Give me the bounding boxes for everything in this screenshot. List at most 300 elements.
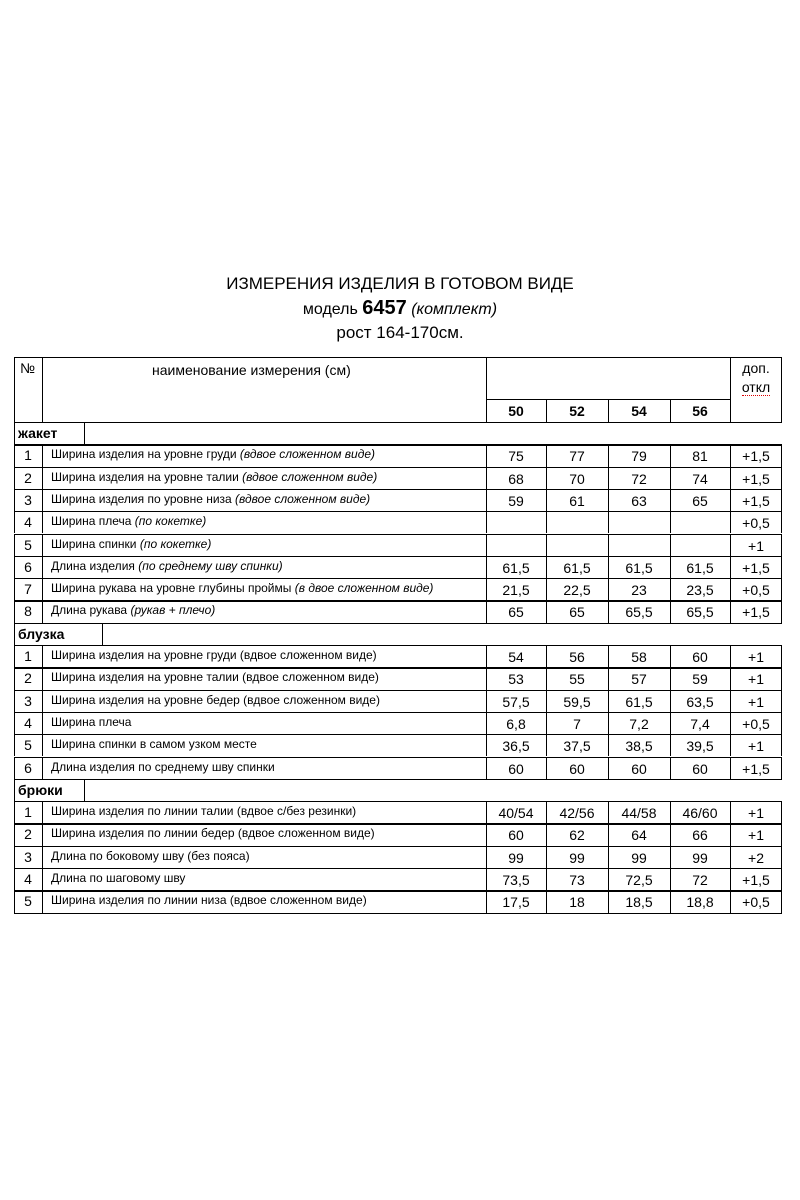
size-value: 53 [508, 671, 524, 688]
grid-line [486, 757, 487, 779]
measurement-name [51, 511, 206, 531]
size-value: 60 [631, 760, 647, 777]
grid-line [730, 444, 731, 466]
grid-line [14, 467, 15, 489]
measurement-note: (вдвое сложенном виде) [239, 447, 376, 462]
grid-line [42, 578, 43, 600]
grid-line [42, 467, 43, 489]
header-name: наименование измерения (см) [152, 362, 351, 378]
grid-line [546, 868, 547, 890]
grid-line [14, 444, 15, 466]
grid-line [42, 444, 43, 466]
measurement-note: (в двое сложенном виде) [294, 581, 434, 596]
grid-line [546, 399, 547, 422]
grid-line [608, 801, 609, 823]
grid-line [486, 846, 487, 868]
grid-line [781, 578, 782, 600]
grid-line [781, 690, 782, 712]
grid-line [546, 712, 547, 734]
tolerance-value: +1,5 [742, 492, 770, 509]
grid-line [546, 444, 547, 466]
size-value: 79 [631, 448, 647, 465]
size-value: 54 [508, 649, 524, 665]
tolerance-value: +1 [748, 537, 764, 554]
measurement-name [51, 801, 356, 821]
measurement-name [51, 467, 377, 487]
size-value: 39,5 [686, 738, 714, 755]
grid-line [42, 712, 43, 734]
grid-line [608, 534, 609, 556]
grid-line [42, 734, 43, 756]
grid-line [486, 645, 487, 667]
grid-line [670, 734, 671, 756]
grid-line [42, 511, 43, 533]
grid-line [781, 511, 782, 533]
grid-line [546, 467, 547, 489]
grid-line [730, 846, 731, 868]
tolerance-value: +1,5 [742, 604, 770, 621]
grid-line [608, 444, 609, 466]
measurement-name [51, 645, 377, 665]
grid-line [546, 734, 547, 756]
measurement-label: Ширина изделия по линии низа (вдвое сложенном виде) [51, 893, 367, 908]
grid-line [608, 757, 609, 779]
measurement-label: Длина по шаговому шву [51, 871, 186, 885]
size-value: 22,5 [563, 582, 591, 599]
size-value: 99 [692, 849, 708, 866]
tolerance-value: +0,5 [742, 894, 770, 911]
grid-line [670, 467, 671, 489]
size-header: 52 [569, 403, 585, 419]
size-value: 37,5 [563, 738, 591, 755]
grid-line [14, 534, 15, 556]
measurement-label: Ширина изделия на уровне бедер (вдвое сложенном виде) [51, 692, 380, 707]
row-number: 2 [24, 469, 32, 486]
size-value: 59,5 [563, 693, 591, 710]
grid-line [670, 690, 671, 712]
measurement-name [51, 712, 131, 732]
grid-line [486, 578, 487, 600]
tolerance-value: +1 [748, 671, 764, 688]
size-value: 63 [631, 492, 647, 509]
size-value: 46/60 [682, 805, 718, 822]
grid-line [608, 578, 609, 600]
grid-line [781, 556, 782, 578]
grid-line [730, 489, 731, 511]
tolerance-value: +1 [748, 649, 764, 665]
grid-line [546, 534, 547, 556]
row-number: 4 [24, 514, 32, 531]
grid-line [670, 556, 671, 578]
grid-line [730, 556, 731, 578]
grid-line [670, 667, 671, 689]
grid-line [781, 444, 782, 466]
model-prefix: модель [302, 301, 358, 318]
grid-line [546, 690, 547, 712]
row-number: 5 [24, 737, 32, 754]
grid-line [546, 846, 547, 868]
model-number: 6457 [362, 297, 407, 319]
size-value: 56 [569, 649, 585, 665]
size-header: 54 [631, 403, 647, 419]
size-value: 72,5 [625, 872, 653, 888]
size-value: 59 [692, 671, 708, 688]
grid-line [14, 556, 15, 578]
size-value: 61,5 [686, 559, 714, 576]
row-number: 3 [24, 692, 32, 709]
grid-line [608, 645, 609, 667]
grid-line [486, 868, 487, 890]
size-header: 56 [692, 403, 708, 419]
grid-line [781, 846, 782, 868]
measurement-note: (вдвое сложенном виде) [235, 491, 371, 506]
row-number: 1 [24, 648, 32, 664]
grid-line [730, 734, 731, 756]
measurement-name [51, 556, 283, 576]
size-value: 65 [569, 604, 585, 621]
grid-line [608, 890, 609, 912]
grid-line [14, 511, 15, 533]
grid-line [781, 489, 782, 511]
measurement-name [51, 846, 250, 866]
measurement-label: Ширина изделия по линии бедер (вдвое сложенном виде) [51, 826, 375, 841]
row-number: 3 [24, 848, 32, 865]
measurement-label: Ширина изделия на уровне груди [51, 447, 237, 462]
grid-line [42, 757, 43, 779]
measurement-label: Ширина спинки [51, 536, 137, 551]
row-number: 1 [24, 447, 32, 464]
size-value: 61,5 [625, 693, 653, 710]
grid-line [42, 645, 43, 667]
tolerance-value: +2 [748, 849, 764, 866]
grid-line [546, 489, 547, 511]
grid-line [14, 357, 15, 422]
size-value: 65,5 [625, 604, 653, 621]
size-value: 17,5 [502, 894, 530, 911]
grid-line [84, 779, 85, 801]
grid-line [670, 578, 671, 600]
grid-line [14, 600, 15, 622]
grid-line [670, 534, 671, 556]
grid-line [42, 556, 43, 578]
grid-line [781, 801, 782, 823]
measurement-label: Ширина изделия на уровне груди (вдвое сложенном виде) [51, 648, 377, 662]
grid-line [486, 890, 487, 912]
size-value: 77 [569, 448, 585, 465]
size-value: 36,5 [502, 738, 530, 755]
grid-line [608, 600, 609, 622]
measurement-label: Ширина плеча [51, 514, 132, 529]
grid-line [608, 734, 609, 756]
size-value: 70 [569, 470, 585, 487]
size-value: 65 [508, 604, 524, 621]
grid-line [608, 690, 609, 712]
row-number: 4 [24, 871, 32, 887]
measurement-name [51, 578, 433, 598]
size-value: 65,5 [686, 604, 714, 621]
grid-line [14, 623, 782, 624]
grid-line [102, 623, 103, 645]
grid-line [730, 868, 731, 890]
measurement-name [51, 667, 379, 687]
row-number: 8 [24, 603, 32, 620]
grid-line [486, 534, 487, 556]
grid-line [14, 890, 15, 912]
grid-line [14, 913, 782, 914]
grid-line [730, 890, 731, 912]
row-number: 2 [24, 826, 32, 843]
grid-line [781, 712, 782, 734]
grid-line [14, 779, 782, 780]
grid-line [546, 890, 547, 912]
size-value: 65 [692, 492, 708, 509]
grid-line [42, 667, 43, 689]
grid-line [42, 489, 43, 511]
grid-line [486, 489, 487, 511]
size-value: 60 [692, 760, 708, 777]
section-title: брюки [18, 781, 63, 798]
measurement-label: Ширина изделия по уровне низа [51, 491, 232, 506]
grid-line [546, 757, 547, 779]
grid-line [486, 556, 487, 578]
size-value: 75 [508, 448, 524, 465]
grid-line [781, 645, 782, 667]
grid-line [14, 422, 15, 444]
size-value: 58 [631, 649, 647, 665]
size-value: 99 [631, 849, 647, 866]
size-value: 57 [631, 671, 647, 688]
grid-line [14, 846, 15, 868]
measurement-name [51, 690, 380, 710]
row-number: 5 [24, 536, 32, 553]
measurement-label: Ширина плеча [51, 714, 132, 729]
size-value: 18,8 [686, 894, 714, 911]
row-number: 2 [24, 670, 32, 687]
grid-line [608, 511, 609, 533]
model-line [0, 296, 800, 322]
size-value: 23 [631, 582, 647, 599]
measurement-note: (по среднему шву спинки) [138, 558, 283, 573]
height-range: рост 164-170см. [336, 323, 464, 342]
measurement-note: (по кокетке) [139, 536, 212, 551]
row-number: 1 [24, 804, 32, 821]
measurement-label: Ширина изделия по линии талии (вдвое с/без резинки) [51, 804, 357, 819]
grid-line [486, 357, 487, 422]
size-value: 6,8 [506, 715, 526, 732]
tolerance-value: +1 [748, 738, 764, 755]
measurement-label: Ширина изделия на уровне талии [51, 469, 239, 484]
size-value: 68 [508, 470, 524, 487]
size-value: 74 [692, 470, 708, 487]
grid-line [730, 467, 731, 489]
size-value: 99 [508, 849, 524, 866]
tolerance-value: +1 [748, 693, 764, 710]
grid-line [546, 645, 547, 667]
grid-line [608, 846, 609, 868]
grid-line [14, 489, 15, 511]
measurement-name [51, 489, 370, 509]
tolerance-value: +1,5 [742, 760, 770, 777]
row-number: 3 [24, 491, 32, 508]
grid-line [42, 823, 43, 845]
measurement-name [51, 444, 375, 464]
size-value: 81 [692, 448, 708, 465]
tolerance-value: +1,5 [742, 559, 770, 576]
model-suffix: (комплект) [411, 301, 498, 318]
grid-line [781, 534, 782, 556]
grid-line [546, 511, 547, 533]
header-tolerance: доп. [742, 360, 770, 376]
grid-line [546, 823, 547, 845]
size-value: 60 [569, 760, 585, 777]
row-number: 6 [24, 759, 32, 776]
grid-line [781, 467, 782, 489]
measurement-name [51, 868, 185, 888]
grid-line [486, 667, 487, 689]
grid-line [14, 779, 15, 801]
grid-line [42, 890, 43, 912]
size-value: 59 [508, 492, 524, 509]
size-value: 60 [508, 760, 524, 777]
grid-line [42, 801, 43, 823]
size-value: 62 [569, 827, 585, 844]
row-number: 5 [24, 893, 32, 910]
size-value: 66 [692, 827, 708, 844]
measurement-label: Ширина рукава на уровне глубины проймы [51, 581, 292, 596]
measurement-label: Длина по боковому шву (без пояса) [51, 848, 250, 863]
size-header: 50 [508, 403, 524, 419]
grid-line [546, 556, 547, 578]
grid-line [42, 357, 43, 422]
grid-line [781, 357, 782, 422]
size-value: 73,5 [502, 872, 530, 888]
grid-line [670, 444, 671, 466]
grid-line [608, 556, 609, 578]
grid-line [730, 578, 731, 600]
tolerance-value: +1,5 [742, 448, 770, 465]
grid-line [546, 801, 547, 823]
row-number: 6 [24, 558, 32, 575]
size-value: 64 [631, 827, 647, 844]
size-value: 61,5 [563, 559, 591, 576]
grid-line [730, 823, 731, 845]
measurement-label: Длина рукава [51, 603, 128, 618]
grid-line [730, 511, 731, 533]
grid-line [486, 467, 487, 489]
grid-line [781, 823, 782, 845]
grid-line [14, 645, 15, 667]
size-value: 7,4 [690, 715, 710, 732]
grid-line [14, 422, 782, 423]
grid-line [670, 600, 671, 622]
size-value: 40/54 [498, 805, 534, 822]
grid-line [781, 734, 782, 756]
size-value: 23,5 [686, 582, 714, 599]
grid-line [608, 712, 609, 734]
tolerance-value: +0,5 [742, 582, 770, 599]
size-value: 38,5 [625, 738, 653, 755]
size-value: 7,2 [629, 715, 649, 732]
grid-line [781, 868, 782, 890]
tolerance-value: +1 [748, 805, 764, 822]
size-value: 63,5 [686, 693, 714, 710]
grid-line [608, 823, 609, 845]
grid-line [486, 801, 487, 823]
grid-line [781, 600, 782, 622]
page-title: ИЗМЕРЕНИЯ ИЗДЕЛИЯ В ГОТОВОМ ВИДЕ [226, 274, 574, 293]
size-value: 18,5 [625, 894, 653, 911]
tolerance-value: +0,5 [742, 715, 770, 732]
measurement-label: Длина изделия по среднему шву спинки [51, 759, 275, 774]
grid-line [670, 645, 671, 667]
grid-line [546, 600, 547, 622]
grid-line [14, 823, 15, 845]
grid-line [14, 690, 15, 712]
grid-line [730, 757, 731, 779]
grid-line [84, 422, 85, 444]
measurement-name [51, 534, 211, 554]
grid-line [546, 667, 547, 689]
grid-line [781, 667, 782, 689]
grid-line [730, 712, 731, 734]
section-title: блузка [18, 625, 65, 642]
grid-line [486, 444, 487, 466]
grid-line [670, 757, 671, 779]
tolerance-value: +1,5 [742, 470, 770, 487]
measurement-label: Длина изделия [51, 558, 135, 573]
grid-line [608, 868, 609, 890]
size-value: 60 [692, 649, 708, 665]
size-value: 61 [569, 492, 585, 509]
grid-line [730, 534, 731, 556]
grid-line [546, 578, 547, 600]
size-value: 60 [508, 827, 524, 844]
grid-line [42, 534, 43, 556]
grid-line [608, 667, 609, 689]
size-value: 57,5 [502, 693, 530, 710]
grid-line [670, 801, 671, 823]
grid-line [670, 489, 671, 511]
grid-line [608, 399, 609, 422]
grid-line [14, 712, 15, 734]
grid-line [781, 890, 782, 912]
measurement-label: Ширина изделия на уровне талии (вдвое сложенном виде) [51, 670, 379, 685]
grid-line [730, 667, 731, 689]
section-title: жакет [18, 425, 58, 441]
title-block [0, 272, 800, 344]
grid-line [14, 801, 15, 823]
grid-line [42, 600, 43, 622]
grid-line [670, 846, 671, 868]
size-value: 7 [573, 715, 581, 732]
grid-line [486, 690, 487, 712]
grid-line [14, 734, 15, 756]
grid-line [14, 667, 15, 689]
tolerance-value: +1 [748, 827, 764, 844]
grid-line [670, 823, 671, 845]
grid-line [14, 623, 15, 645]
grid-line [670, 890, 671, 912]
grid-line [730, 690, 731, 712]
measurement-name [51, 890, 367, 910]
grid-line [486, 712, 487, 734]
row-number: 4 [24, 714, 32, 731]
grid-line [730, 357, 731, 422]
grid-line [14, 868, 15, 890]
measurement-label: Ширина спинки в самом узком месте [51, 737, 257, 752]
tolerance-value: +1,5 [742, 872, 770, 888]
size-value: 21,5 [502, 582, 530, 599]
